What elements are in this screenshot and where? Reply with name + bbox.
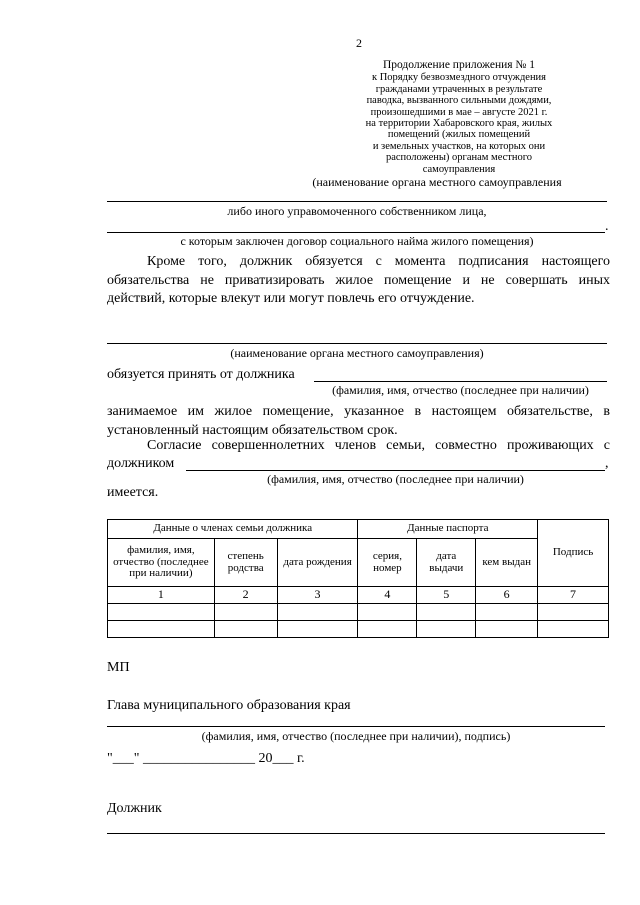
appendix-line: гражданами утраченных в результате [375, 83, 543, 95]
date-line [107, 751, 305, 767]
date-quote-close: " [133, 751, 140, 766]
obligation-paragraph: Кроме того, должник обязуется с момента подписания настоящего обязательства не приватизировать жилое помещение и не совершать иных действий, которые влекут или могут повлечь его отчуждение. [107, 254, 610, 306]
appendix-line: расположены) органам местного [385, 152, 533, 164]
occupied-paragraph: занимаемое им жилое помещение, указанное в настоящем обязательстве, в установленный настоящим обязательством срок. [107, 404, 610, 438]
line-end-dot: . [605, 219, 609, 234]
appendix-title: Продолжение приложения № 1 [382, 59, 536, 71]
header-signature: Подпись [538, 520, 609, 587]
date-year-suffix: г. [296, 751, 305, 766]
head-title: Глава муниципального образования края [107, 698, 351, 713]
date-day-blank: ___ [112, 751, 134, 766]
caption-org-name-2: (наименование органа местного самоуправления) [230, 346, 484, 360]
family-members-table [107, 519, 609, 638]
blank-line-contract [107, 232, 605, 233]
empty-cell [476, 621, 538, 638]
appendix-header [300, 60, 618, 175]
blank-line-org [107, 201, 607, 202]
date-quote-open: " [107, 751, 113, 766]
appendix-line: произошедшими в мае – августе 2021 г. [370, 106, 548, 118]
appendix-line: к Порядку безвозмездного отчуждения [371, 72, 547, 84]
empty-cell [277, 621, 358, 638]
empty-cell [108, 604, 215, 621]
consent-line: Согласие совершеннолетних членов семьи, совместно проживающих с [147, 438, 610, 453]
empty-cell [358, 621, 417, 638]
header-passport-data: Данные паспорта [358, 520, 538, 539]
stamp-label: МП [107, 660, 130, 675]
appendix-line: и земельных участков, на которых они [372, 140, 546, 152]
column-header: дата выдачи [417, 539, 476, 587]
column-number: 1 [108, 587, 215, 604]
date-month-blank: ________________ [142, 751, 255, 766]
accept-label: обязуется принять от должника [107, 367, 295, 382]
empty-cell [538, 621, 609, 638]
column-number: 7 [538, 587, 609, 604]
column-number: 5 [417, 587, 476, 604]
caption-fio-2: (фамилия, имя, отчество (последнее при наличии) [267, 472, 524, 486]
header-family-data: Данные о членах семьи должника [108, 520, 358, 539]
column-header: серия, номер [358, 539, 417, 587]
column-header: дата рождения [277, 539, 358, 587]
caption-owner: либо иного управомоченного собственником лица, [227, 204, 487, 218]
appendix-line: паводка, вызванного сильными дождями, [366, 95, 552, 107]
blank-line-head-signature [107, 726, 605, 727]
appendix-line: самоуправления [422, 163, 496, 175]
consent-label: должником [107, 456, 175, 471]
empty-cell [417, 621, 476, 638]
empty-cell [108, 621, 215, 638]
caption-social-contract: с которым заключен договор социального найма жилого помещения) [180, 234, 534, 248]
column-number: 3 [277, 587, 358, 604]
caption-org-name: (наименование органа местного самоуправления [312, 175, 562, 189]
blank-line-family-fio [186, 470, 605, 471]
page-number: 2 [356, 36, 362, 50]
empty-cell [476, 604, 538, 621]
empty-cell [214, 621, 277, 638]
table-row [108, 621, 609, 638]
caption-fio-signature: (фамилия, имя, отчество (последнее при наличии), подпись) [201, 729, 511, 743]
table-row [108, 604, 609, 621]
column-header: степень родства [214, 539, 277, 587]
empty-cell [358, 604, 417, 621]
line-end-comma: , [605, 456, 609, 471]
empty-cell [277, 604, 358, 621]
empty-cell [214, 604, 277, 621]
caption-fio-1: (фамилия, имя, отчество (последнее при наличии) [332, 383, 589, 397]
exists-label: имеется. [107, 485, 159, 500]
blank-line-org-name [107, 343, 607, 344]
column-number: 2 [214, 587, 277, 604]
column-header: кем выдан [476, 539, 538, 587]
column-number: 6 [476, 587, 538, 604]
empty-cell [538, 604, 609, 621]
debtor-label: Должник [107, 801, 162, 816]
column-numbers-row [108, 587, 609, 604]
appendix-line: помещений (жилых помещений [387, 129, 531, 141]
date-year-prefix: 20 [258, 751, 273, 766]
appendix-line: на территории Хабаровского края, жилых [365, 118, 553, 130]
column-header: фамилия, имя, отчество (последнее при наличии) [108, 539, 215, 587]
column-number: 4 [358, 587, 417, 604]
date-year-blank: ___ [272, 751, 294, 766]
blank-line-debtor [107, 833, 605, 834]
blank-line-debtor-fio [314, 381, 607, 382]
empty-cell [417, 604, 476, 621]
